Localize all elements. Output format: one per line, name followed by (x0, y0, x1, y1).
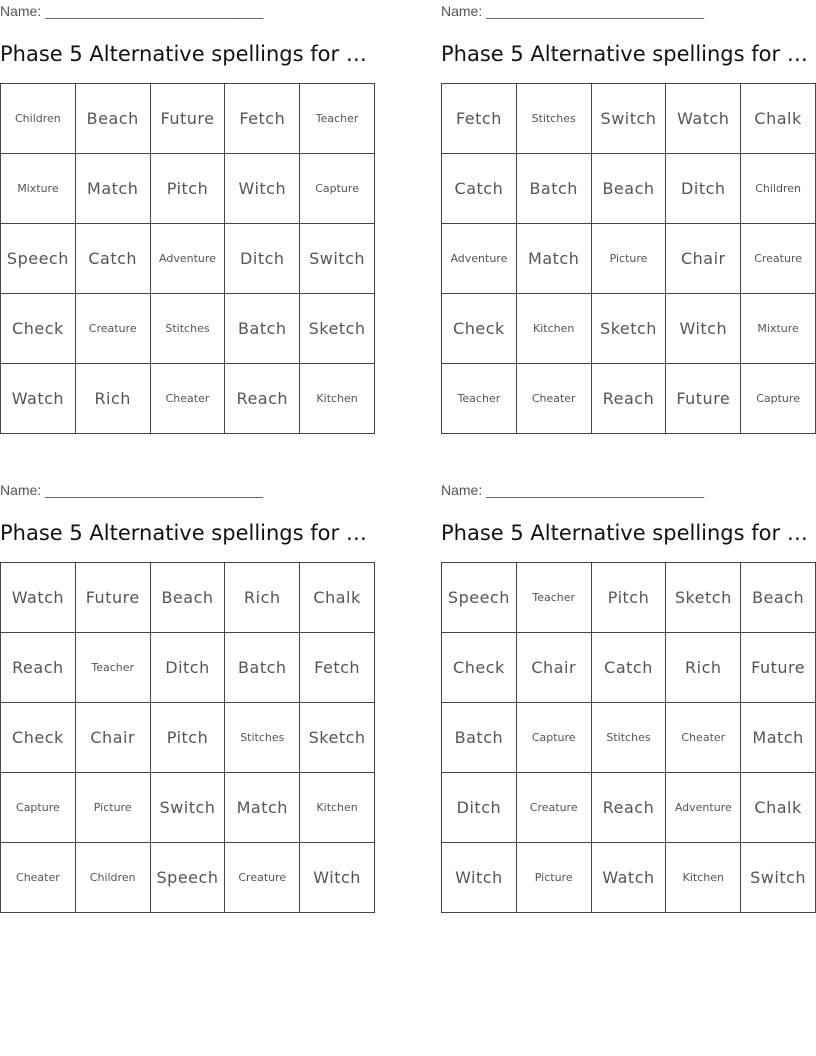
grid-row (442, 364, 816, 434)
bingo-cell: Match (225, 773, 300, 843)
bingo-cell: Rich (225, 563, 300, 633)
bingo-cell: Future (741, 633, 816, 703)
bingo-cell: Beach (75, 84, 150, 154)
bingo-cell: Catch (442, 154, 517, 224)
bingo-cell: Ditch (442, 773, 517, 843)
bingo-cell: Children (741, 154, 816, 224)
bingo-cell: Check (442, 633, 517, 703)
bingo-cell: Stitches (225, 703, 300, 773)
bingo-cell: Witch (300, 843, 375, 913)
grid-row (442, 154, 816, 224)
grid-row (442, 224, 816, 294)
card-title: Phase 5 Alternative spellings for t… (441, 42, 816, 66)
bingo-cell: Fetch (225, 84, 300, 154)
bingo-cell: Cheater (1, 843, 76, 913)
grid-row (1, 224, 375, 294)
bingo-cell: Stitches (591, 703, 666, 773)
bingo-cell: Teacher (442, 364, 517, 434)
bingo-cell: Kitchen (666, 843, 741, 913)
bingo-cell: Creature (516, 773, 591, 843)
bingo-cell: Picture (75, 773, 150, 843)
grid-row (1, 563, 375, 633)
name-field-label: Name: ____________________________ (0, 3, 264, 19)
card-title: Phase 5 Alternative spellings for t… (0, 42, 375, 66)
grid-row (442, 843, 816, 913)
bingo-cell: Switch (150, 773, 225, 843)
bingo-cell: Match (516, 224, 591, 294)
bingo-cell: Rich (666, 633, 741, 703)
grid-row (1, 703, 375, 773)
bingo-cell: Chalk (300, 563, 375, 633)
bingo-cell: Future (75, 563, 150, 633)
bingo-cell: Creature (75, 294, 150, 364)
bingo-cell: Chair (516, 633, 591, 703)
bingo-cell: Speech (150, 843, 225, 913)
grid-row (1, 633, 375, 703)
bingo-grid (441, 562, 816, 913)
bingo-cell: Sketch (300, 703, 375, 773)
bingo-cell: Cheater (150, 364, 225, 434)
bingo-cell: Batch (225, 294, 300, 364)
bingo-cell: Cheater (666, 703, 741, 773)
name-field-label: Name: ____________________________ (0, 482, 264, 498)
bingo-cell: Switch (591, 84, 666, 154)
bingo-cell: Check (1, 294, 76, 364)
bingo-cell: Creature (741, 224, 816, 294)
bingo-cell: Catch (591, 633, 666, 703)
bingo-cell: Chalk (741, 773, 816, 843)
bingo-cell: Watch (1, 563, 76, 633)
bingo-cell: Watch (666, 84, 741, 154)
bingo-cell: Stitches (150, 294, 225, 364)
bingo-grid (0, 83, 375, 434)
bingo-cell: Capture (516, 703, 591, 773)
bingo-cell: Capture (741, 364, 816, 434)
grid-row (1, 294, 375, 364)
grid-row (442, 703, 816, 773)
bingo-cell: Pitch (150, 154, 225, 224)
bingo-cell: Reach (591, 364, 666, 434)
bingo-cell: Pitch (150, 703, 225, 773)
bingo-cell: Batch (516, 154, 591, 224)
grid-row (442, 84, 816, 154)
grid-row (442, 563, 816, 633)
bingo-cell: Witch (666, 294, 741, 364)
bingo-cell: Future (666, 364, 741, 434)
bingo-cell: Cheater (516, 364, 591, 434)
bingo-cell: Switch (300, 224, 375, 294)
bingo-cell: Adventure (150, 224, 225, 294)
bingo-cell: Ditch (150, 633, 225, 703)
bingo-cell: Picture (591, 224, 666, 294)
bingo-cell: Children (75, 843, 150, 913)
grid-row (1, 84, 375, 154)
bingo-cell: Reach (1, 633, 76, 703)
bingo-cell: Match (741, 703, 816, 773)
name-field-label: Name: ____________________________ (441, 482, 705, 498)
card-title: Phase 5 Alternative spellings for t… (441, 521, 816, 545)
grid-row (1, 843, 375, 913)
grid-row (442, 294, 816, 364)
bingo-cell: Kitchen (300, 773, 375, 843)
bingo-cell: Beach (741, 563, 816, 633)
grid-row (442, 633, 816, 703)
bingo-cell: Rich (75, 364, 150, 434)
bingo-cell: Capture (300, 154, 375, 224)
bingo-cell: Speech (442, 563, 517, 633)
bingo-cell: Match (75, 154, 150, 224)
bingo-cell: Sketch (300, 294, 375, 364)
bingo-grid (441, 83, 816, 434)
bingo-cell: Switch (741, 843, 816, 913)
bingo-cell: Mixture (741, 294, 816, 364)
bingo-cell: Chair (666, 224, 741, 294)
bingo-cell: Watch (591, 843, 666, 913)
bingo-cell: Watch (1, 364, 76, 434)
bingo-cell: Reach (225, 364, 300, 434)
bingo-cell: Sketch (666, 563, 741, 633)
bingo-cell: Batch (225, 633, 300, 703)
bingo-cell: Stitches (516, 84, 591, 154)
bingo-cell: Check (1, 703, 76, 773)
name-field-label: Name: ____________________________ (441, 3, 705, 19)
bingo-cell: Sketch (591, 294, 666, 364)
bingo-grid (0, 562, 375, 913)
bingo-cell: Beach (591, 154, 666, 224)
bingo-cell: Teacher (516, 563, 591, 633)
bingo-cell: Picture (516, 843, 591, 913)
bingo-cell: Check (442, 294, 517, 364)
bingo-cell: Children (1, 84, 76, 154)
bingo-cell: Beach (150, 563, 225, 633)
bingo-cell: Reach (591, 773, 666, 843)
bingo-cell: Witch (442, 843, 517, 913)
bingo-cell: Ditch (666, 154, 741, 224)
bingo-cell: Speech (1, 224, 76, 294)
bingo-cell: Adventure (442, 224, 517, 294)
bingo-cell: Batch (442, 703, 517, 773)
bingo-cell: Future (150, 84, 225, 154)
grid-row (1, 364, 375, 434)
bingo-cell: Creature (225, 843, 300, 913)
bingo-cell: Teacher (300, 84, 375, 154)
grid-row (1, 154, 375, 224)
bingo-cell: Fetch (300, 633, 375, 703)
bingo-cell: Mixture (1, 154, 76, 224)
grid-row (442, 773, 816, 843)
bingo-cell: Fetch (442, 84, 517, 154)
grid-row (1, 773, 375, 843)
bingo-cell: Witch (225, 154, 300, 224)
bingo-cell: Kitchen (516, 294, 591, 364)
bingo-cell: Chair (75, 703, 150, 773)
bingo-cell: Teacher (75, 633, 150, 703)
bingo-cell: Capture (1, 773, 76, 843)
card-title: Phase 5 Alternative spellings for t… (0, 521, 375, 545)
bingo-cell: Chalk (741, 84, 816, 154)
bingo-cell: Catch (75, 224, 150, 294)
bingo-cell: Ditch (225, 224, 300, 294)
bingo-cell: Pitch (591, 563, 666, 633)
bingo-cell: Kitchen (300, 364, 375, 434)
bingo-cell: Adventure (666, 773, 741, 843)
